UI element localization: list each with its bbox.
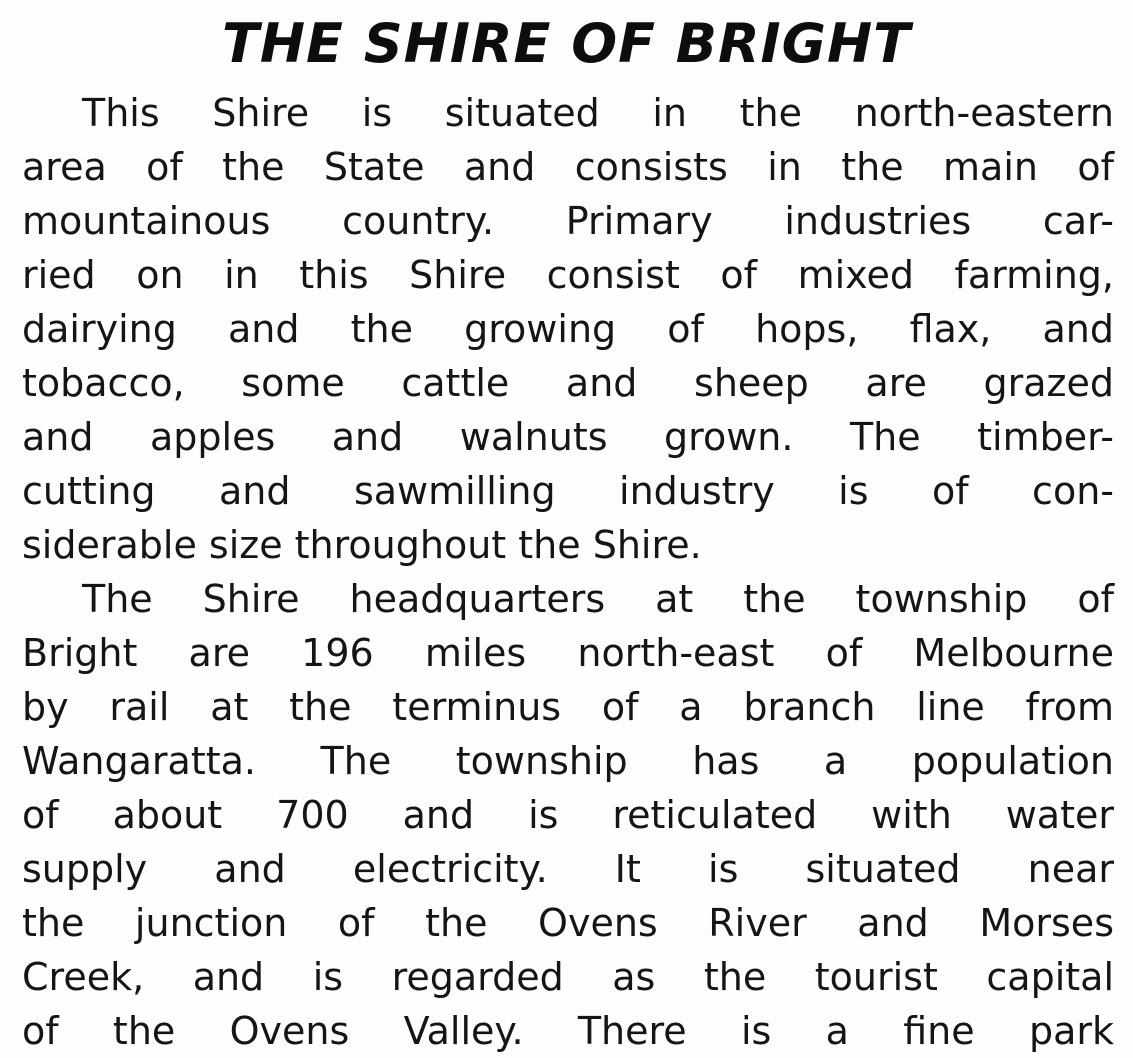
- text-line: supply and electricity. It is situated near: [22, 847, 1114, 891]
- text-line: Bright are 196 miles north-east of Melbourne: [22, 631, 1114, 675]
- text-line: tobacco, some cattle and sheep are grazed: [22, 361, 1114, 405]
- text-line: This Shire is situated in the north-eastern: [82, 91, 1114, 135]
- text-line: cutting and sawmilling industry is of con-: [22, 469, 1114, 513]
- text-line: by rail at the terminus of a branch line from: [22, 685, 1114, 729]
- text-line: the junction of the Ovens River and Morses: [22, 901, 1114, 945]
- text-line: area of the State and consists in the main of: [22, 145, 1114, 189]
- text-line: and apples and walnuts grown. The timber-: [22, 415, 1114, 459]
- text-line: of about 700 and is reticulated with water: [22, 793, 1114, 837]
- text-line: ried on in this Shire consist of mixed farming,: [22, 253, 1114, 297]
- text-line: mountainous country. Primary industries car-: [22, 199, 1114, 243]
- text-line: dairying and the growing of hops, flax, and: [22, 307, 1114, 351]
- text-line: Wangaratta. The township has a population: [22, 739, 1114, 783]
- paragraph-1: [22, 86, 1114, 572]
- article-title: THE SHIRE OF BRIGHT: [222, 12, 911, 75]
- text-line: The Shire headquarters at the township of: [82, 577, 1114, 621]
- text-line: of the Ovens Valley. There is a fine park: [22, 1009, 1114, 1053]
- text-line: Creek, and is regarded as the tourist capital: [22, 955, 1114, 999]
- text-line: siderable size throughout the Shire.: [22, 523, 702, 567]
- paragraph-2: [22, 572, 1114, 1058]
